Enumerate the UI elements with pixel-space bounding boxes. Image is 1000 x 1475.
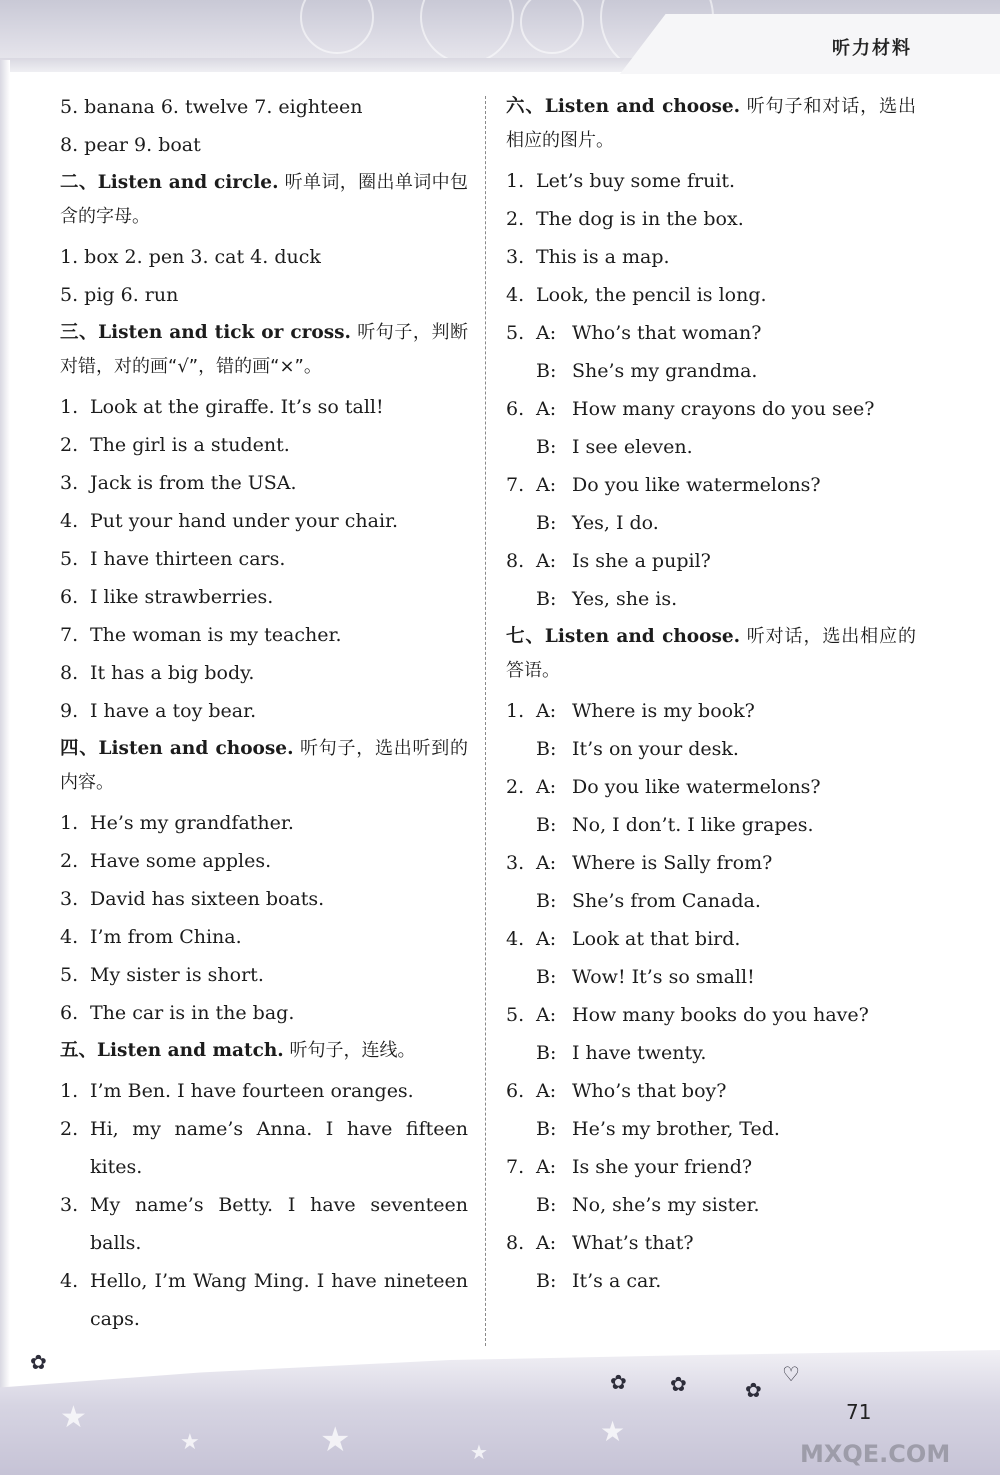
dialog-text: I have twenty.: [572, 1042, 707, 1064]
item-number: 3.: [60, 1194, 79, 1216]
list-item: [60, 1262, 468, 1300]
speaker-label: A:: [536, 1156, 557, 1178]
item-text: I’m Ben. I have fourteen oranges.: [90, 1080, 414, 1102]
item-number: 2.: [506, 776, 525, 798]
answer-line: 1. box 2. pen 3. cat 4. duck: [60, 246, 321, 268]
item-number: 6.: [506, 398, 525, 420]
dialog-line-a: [506, 692, 916, 730]
item-text: Hi, my name’s Anna. I have fifteen: [90, 1118, 468, 1140]
speaker-label: B:: [536, 890, 557, 912]
item-text: The dog is in the box.: [536, 208, 744, 230]
dialog-line-a: [506, 390, 916, 428]
watermark: MXQE.COM: [800, 1440, 951, 1468]
right-column: [506, 88, 916, 1300]
speaker-label: B:: [536, 588, 557, 610]
dialog-text: He’s my brother, Ted.: [572, 1118, 780, 1140]
item-number: 1.: [60, 812, 79, 834]
dialog-text: Wow! It’s so small!: [572, 966, 755, 988]
item-continuation: kites.: [90, 1156, 143, 1178]
speaker-label: A:: [536, 474, 557, 496]
item-number: 7.: [60, 624, 79, 646]
column-divider: [485, 96, 486, 1346]
speaker-label: A:: [536, 852, 557, 874]
section-instruction: 听句子，选出听到的内容。: [60, 738, 468, 793]
speaker-label: A:: [536, 550, 557, 572]
item-text: He’s my grandfather.: [90, 812, 294, 834]
speaker-label: A:: [536, 1004, 557, 1026]
dialog-line-b: [506, 806, 916, 844]
answer-line: 5. pig 6. run: [60, 284, 179, 306]
list-item: [60, 578, 468, 616]
list-item: [60, 1186, 468, 1224]
star-decoration: ★: [60, 1400, 87, 1435]
item-text: I’m from China.: [90, 926, 242, 948]
header-tab: [620, 14, 1000, 74]
speaker-label: B:: [536, 738, 557, 760]
list-item: [60, 994, 468, 1032]
speaker-label: A:: [536, 776, 557, 798]
item-text: Look, the pencil is long.: [536, 284, 767, 306]
speaker-label: B:: [536, 512, 557, 534]
dialog-line-b: [506, 428, 916, 466]
item-text: It has a big body.: [90, 662, 255, 684]
section-heading: [506, 90, 916, 158]
dialog-line-b: [506, 352, 916, 390]
answer-line: 5. banana 6. twelve 7. eighteen: [60, 96, 363, 118]
dialog-text: Where is Sally from?: [572, 852, 773, 874]
dialog-text: Look at that bird.: [572, 928, 741, 950]
item-text: Have some apples.: [90, 850, 272, 872]
item-number: 2.: [60, 850, 79, 872]
item-number: 3.: [60, 888, 79, 910]
dialog-text: Who’s that boy?: [572, 1080, 727, 1102]
dialog-line-b: [506, 1034, 916, 1072]
item-text: David has sixteen boats.: [90, 888, 325, 910]
speaker-label: B:: [536, 1042, 557, 1064]
star-decoration: ★: [180, 1430, 200, 1455]
dialog-text: She’s my grandma.: [572, 360, 758, 382]
list-item: [60, 692, 468, 730]
item-text: My name’s Betty. I have seventeen: [90, 1194, 468, 1216]
list-item: [60, 388, 468, 426]
section-heading: [60, 1034, 468, 1068]
dialog-text: She’s from Canada.: [572, 890, 761, 912]
speaker-label: A:: [536, 1232, 557, 1254]
item-text: The girl is a student.: [90, 434, 290, 456]
item-text: This is a map.: [536, 246, 670, 268]
list-item: [60, 540, 468, 578]
dialog-text: It’s a car.: [572, 1270, 662, 1292]
speaker-label: A:: [536, 1080, 557, 1102]
dialog-line-a: [506, 1148, 916, 1186]
dialog-line-a: [506, 768, 916, 806]
answer-line: 8. pear 9. boat: [60, 134, 201, 156]
item-text: I have a toy bear.: [90, 700, 257, 722]
item-number: 9.: [60, 700, 79, 722]
flower-icon: ✿: [745, 1378, 762, 1402]
section-heading: [60, 166, 468, 234]
list-item: [60, 464, 468, 502]
dialog-line-b: [506, 882, 916, 920]
item-number: 4.: [60, 926, 79, 948]
section-title-en: Listen and match.: [97, 1040, 284, 1061]
list-item: [60, 616, 468, 654]
section-instruction: 听句子，连线。: [283, 1040, 416, 1061]
section-prefix: 六、: [506, 96, 545, 117]
dialog-line-b: [506, 958, 916, 996]
dialog-line-b: [506, 1186, 916, 1224]
flower-icon: ✿: [30, 1350, 47, 1374]
item-number: 8.: [506, 1232, 525, 1254]
dialog-line-a: [506, 314, 916, 352]
item-number: 3.: [506, 852, 525, 874]
item-number: 4.: [60, 1270, 79, 1292]
list-item: [506, 162, 916, 200]
speaker-label: B:: [536, 360, 557, 382]
section-heading: [60, 316, 468, 384]
dialog-line-a: [506, 466, 916, 504]
item-number: 3.: [60, 472, 79, 494]
item-text: I have thirteen cars.: [90, 548, 286, 570]
dialog-text: Who’s that woman?: [572, 322, 762, 344]
dialog-line-b: [506, 504, 916, 542]
list-item: [506, 200, 916, 238]
item-number: 6.: [506, 1080, 525, 1102]
dialog-line-b: [506, 580, 916, 618]
dialog-text: How many books do you have?: [572, 1004, 869, 1026]
item-number: 6.: [60, 586, 79, 608]
item-number: 5.: [506, 322, 525, 344]
section-heading: [506, 620, 916, 688]
dialog-line-a: [506, 1072, 916, 1110]
item-number: 2.: [506, 208, 525, 230]
item-number: 8.: [60, 662, 79, 684]
item-continuation: caps.: [90, 1308, 140, 1330]
section-title-en: Listen and choose.: [98, 738, 294, 759]
section-title-en: Listen and tick or cross.: [98, 322, 351, 343]
speaker-label: B:: [536, 1194, 557, 1216]
dialog-text: No, she’s my sister.: [572, 1194, 760, 1216]
section-instruction: 听句子和对话，选出相应的图片。: [506, 96, 916, 151]
item-number: 7.: [506, 474, 525, 496]
section-instruction: 听单词，圈出单词中包含的字母。: [60, 172, 468, 227]
speaker-label: A:: [536, 928, 557, 950]
section-instruction: 听句子，判断对错，对的画“√”，错的画“×”。: [60, 322, 468, 377]
item-number: 4.: [506, 284, 525, 306]
page-number: 71: [846, 1400, 872, 1424]
star-decoration: ★: [600, 1415, 626, 1448]
left-column: [60, 88, 468, 1338]
speaker-label: B:: [536, 1270, 557, 1292]
list-item: [506, 238, 916, 276]
list-item: [60, 654, 468, 692]
speaker-label: B:: [536, 814, 557, 836]
item-continuation: balls.: [90, 1232, 142, 1254]
dialog-line-b: [506, 1262, 916, 1300]
item-number: 4.: [506, 928, 525, 950]
star-decoration: ★: [320, 1420, 351, 1460]
dialog-text: It’s on your desk.: [572, 738, 739, 760]
list-item: [60, 804, 468, 842]
dialog-line-a: [506, 1224, 916, 1262]
item-number: 1.: [60, 396, 79, 418]
dialog-text: Is she a pupil?: [572, 550, 711, 572]
dialog-line-b: [506, 730, 916, 768]
list-item: [60, 880, 468, 918]
item-text: I like strawberries.: [90, 586, 274, 608]
item-text: My sister is short.: [90, 964, 264, 986]
dialog-text: Where is my book?: [572, 700, 755, 722]
speaker-label: A:: [536, 700, 557, 722]
speaker-label: A:: [536, 322, 557, 344]
section-title-en: Listen and choose.: [544, 626, 741, 647]
item-number: 6.: [60, 1002, 79, 1024]
item-number: 5.: [60, 964, 79, 986]
dialog-text: No, I don’t. I like grapes.: [572, 814, 814, 836]
page-edge-shadow: [0, 60, 10, 1475]
item-text: Look at the giraffe. It’s so tall!: [90, 396, 384, 418]
flower-icon: ✿: [670, 1372, 687, 1396]
item-text: Let’s buy some fruit.: [536, 170, 736, 192]
list-item: [60, 842, 468, 880]
dialog-text: How many crayons do you see?: [572, 398, 875, 420]
item-number: 7.: [506, 1156, 525, 1178]
dialog-text: Yes, I do.: [572, 512, 659, 534]
section-instruction: 听对话，选出相应的答语。: [506, 626, 916, 681]
item-number: 1.: [506, 700, 525, 722]
section-prefix: 四、: [60, 738, 99, 759]
speaker-label: B:: [536, 1118, 557, 1140]
list-item: [60, 918, 468, 956]
list-item: [506, 276, 916, 314]
dialog-line-a: [506, 844, 916, 882]
star-decoration: ★: [470, 1440, 488, 1464]
section-title-en: Listen and circle.: [97, 172, 279, 193]
list-item: [60, 956, 468, 994]
heart-icon: ♡: [782, 1362, 800, 1386]
item-text: Hello, I’m Wang Ming. I have nineteen: [90, 1270, 468, 1292]
dialog-line-a: [506, 920, 916, 958]
item-number: 3.: [506, 246, 525, 268]
item-number: 8.: [506, 550, 525, 572]
dialog-text: Is she your friend?: [572, 1156, 753, 1178]
item-text: Put your hand under your chair.: [90, 510, 399, 532]
section-title-en: Listen and choose.: [544, 96, 741, 117]
list-item: [60, 1110, 468, 1148]
speaker-label: B:: [536, 966, 557, 988]
item-number: 5.: [506, 1004, 525, 1026]
item-text: The car is in the bag.: [90, 1002, 295, 1024]
page-header-title: 听力材料: [832, 38, 912, 59]
dialog-text: Yes, she is.: [572, 588, 678, 610]
item-number: 2.: [60, 1118, 79, 1140]
section-prefix: 五、: [60, 1040, 98, 1061]
item-number: 4.: [60, 510, 79, 532]
item-number: 5.: [60, 548, 79, 570]
list-item: [60, 502, 468, 540]
dialog-text: I see eleven.: [572, 436, 693, 458]
dialog-text: What’s that?: [572, 1232, 694, 1254]
dialog-line-a: [506, 542, 916, 580]
section-heading: [60, 732, 468, 800]
item-number: 1.: [60, 1080, 79, 1102]
section-prefix: 三、: [60, 322, 99, 343]
section-prefix: 七、: [506, 626, 545, 647]
list-item: [60, 1072, 468, 1110]
item-number: 2.: [60, 434, 79, 456]
list-item: [60, 426, 468, 464]
speaker-label: B:: [536, 436, 557, 458]
dialog-line-a: [506, 996, 916, 1034]
item-text: The woman is my teacher.: [90, 624, 342, 646]
dialog-text: Do you like watermelons?: [572, 776, 821, 798]
item-text: Jack is from the USA.: [90, 472, 297, 494]
item-number: 1.: [506, 170, 525, 192]
section-prefix: 二、: [60, 172, 98, 193]
dialog-text: Do you like watermelons?: [572, 474, 821, 496]
flower-icon: ✿: [610, 1370, 627, 1394]
dialog-line-b: [506, 1110, 916, 1148]
speaker-label: A:: [536, 398, 557, 420]
